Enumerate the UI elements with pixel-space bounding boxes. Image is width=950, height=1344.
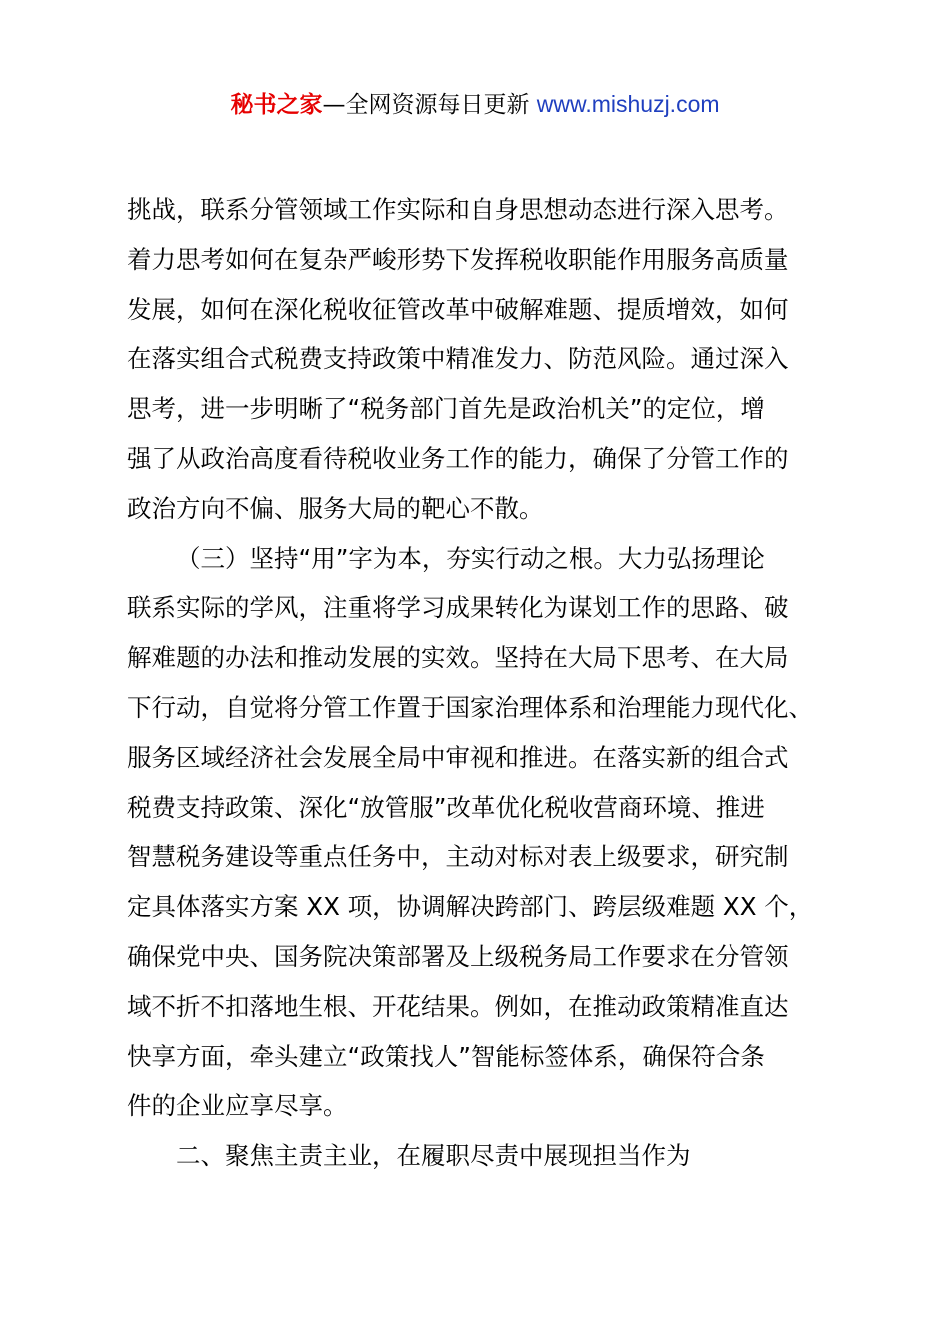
text-line: 着力思考如何在复杂严峻形势下发挥税收职能作用服务高质量 <box>127 244 789 274</box>
header-url-link[interactable]: www.mishuzj.com <box>536 91 720 117</box>
document-body <box>127 185 847 1181</box>
text-line: 下行动，自觉将分管工作置于国家治理体系和治理能力现代化、 <box>127 692 813 722</box>
text-line: 在落实组合式税费支持政策中精准发力、防范风险。通过深入 <box>127 344 789 374</box>
text-line: 解难题的办法和推动发展的实效。坚持在大局下思考、在大局 <box>127 643 789 673</box>
section-heading: 二、聚焦主责主业，在履职尽责中展现担当作为 <box>176 1141 691 1171</box>
text-line: 服务区域经济社会发展全局中审视和推进。在落实新的组合式 <box>127 742 789 772</box>
paragraph-heading: （三）坚持“用”字为本，夯实行动之根。大力弘扬理论 <box>176 543 765 573</box>
text-line: 智慧税务建设等重点任务中，主动对标对表上级要求，研究制 <box>127 842 789 872</box>
header-dash: — <box>322 92 346 118</box>
text-line: 挑战，联系分管领域工作实际和自身思想动态进行深入思考。 <box>127 195 789 224</box>
text-line: 联系实际的学风，注重将学习成果转化为谋划工作的思路、破 <box>127 593 789 623</box>
text-line: 域不折不扣落地生根、开花结果。例如，在推动政策精准直达 <box>127 991 789 1021</box>
text-line: 确保党中央、国务院决策部署及上级税务局工作要求在分管领 <box>127 941 789 971</box>
text-line: 税费支持政策、深化“放管服”改革优化税收营商环境、推进 <box>127 792 765 822</box>
header-brand: 秘书之家 <box>230 92 323 118</box>
text-line: 快享方面，牵头建立“政策找人”智能标签体系，确保符合条 <box>127 1041 765 1071</box>
text-line: 强了从政治高度看待税收业务工作的能力，确保了分管工作的 <box>127 443 789 473</box>
header-slogan: 全网资源每日更新 <box>345 92 530 118</box>
text-line: 政治方向不偏、服务大局的靶心不散。 <box>127 493 544 523</box>
page-header <box>0 88 950 121</box>
text-line: 思考，进一步明晰了“税务部门首先是政治机关”的定位，增 <box>127 394 765 424</box>
text-line: 发展，如何在深化税收征管改革中破解难题、提质增效，如何 <box>127 294 789 324</box>
text-line: 定具体落实方案 XX 项，协调解决跨部门、跨层级难题 XX 个， <box>127 892 814 922</box>
text-line: 件的企业应享尽享。 <box>127 1091 348 1121</box>
